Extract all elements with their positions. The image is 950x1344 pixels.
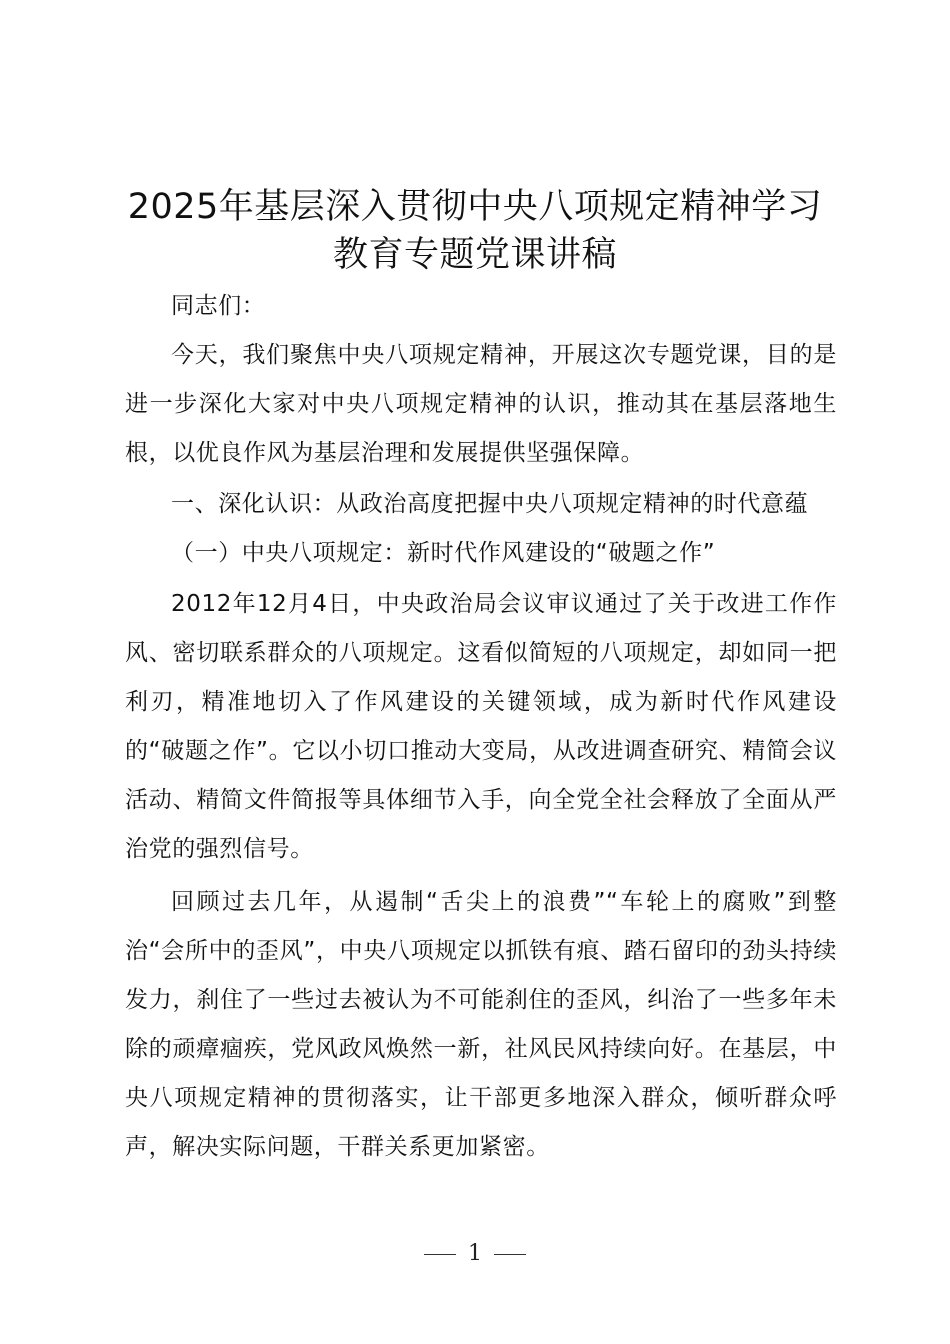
body-paragraph-1: 2012年12月4日，中央政治局会议审议通过了关于改进工作作风、密切联系群众的八项规定。这看似简短的八项规定，却如同一把利刃，精准地切入了作风建设的关键领域，成为新时代作风建设的“破题之作”。它以小切口推动大变局，从改进调查研究、精简会议活动、精简文件简报等具体细节入手，向全党全社会释放了全面从严治党的强烈信号。 xyxy=(125,591,837,862)
subsection-heading-1: （一）中央八项规定：新时代作风建设的“破题之作” xyxy=(171,540,716,566)
footer-dash-right xyxy=(494,1254,526,1255)
section-heading-1: 一、深化认识：从政治高度把握中央八项规定精神的时代意蕴 xyxy=(171,491,809,517)
intro-paragraph: 今天，我们聚焦中央八项规定精神，开展这次专题党课，目的是进一步深化大家对中央八项规定精神的认识，推动其在基层落地生根，以优良作风为基层治理和发展提供坚强保障。 xyxy=(125,342,837,466)
document-title-line-2: 教育专题党课讲稿 xyxy=(332,235,617,275)
footer-dash-left xyxy=(424,1254,456,1255)
document-title-line-1: 2025年基层深入贯彻中央八项规定精神学习 xyxy=(127,187,823,227)
body-paragraph-2: 回顾过去几年，从遏制“舌尖上的浪费”“车轮上的腐败”到整治“会所中的歪风”，中央八项规定以抓铁有痕、踏石留印的劲头持续发力，刹住了一些过去被认为不可能刹住的歪风，纠治了一些多年未除的顽瘴痼疾，党风政风焕然一新，社风民风持续向好。在基层，中央八项规定精神的贯彻落实，让干部更多地深入群众，倾听群众呼声，解决实际问题，干群关系更加紧密。 xyxy=(125,889,837,1160)
page-footer xyxy=(0,1234,950,1274)
page-number: 1 xyxy=(468,1241,482,1266)
salutation-paragraph: 同志们： xyxy=(171,293,266,319)
